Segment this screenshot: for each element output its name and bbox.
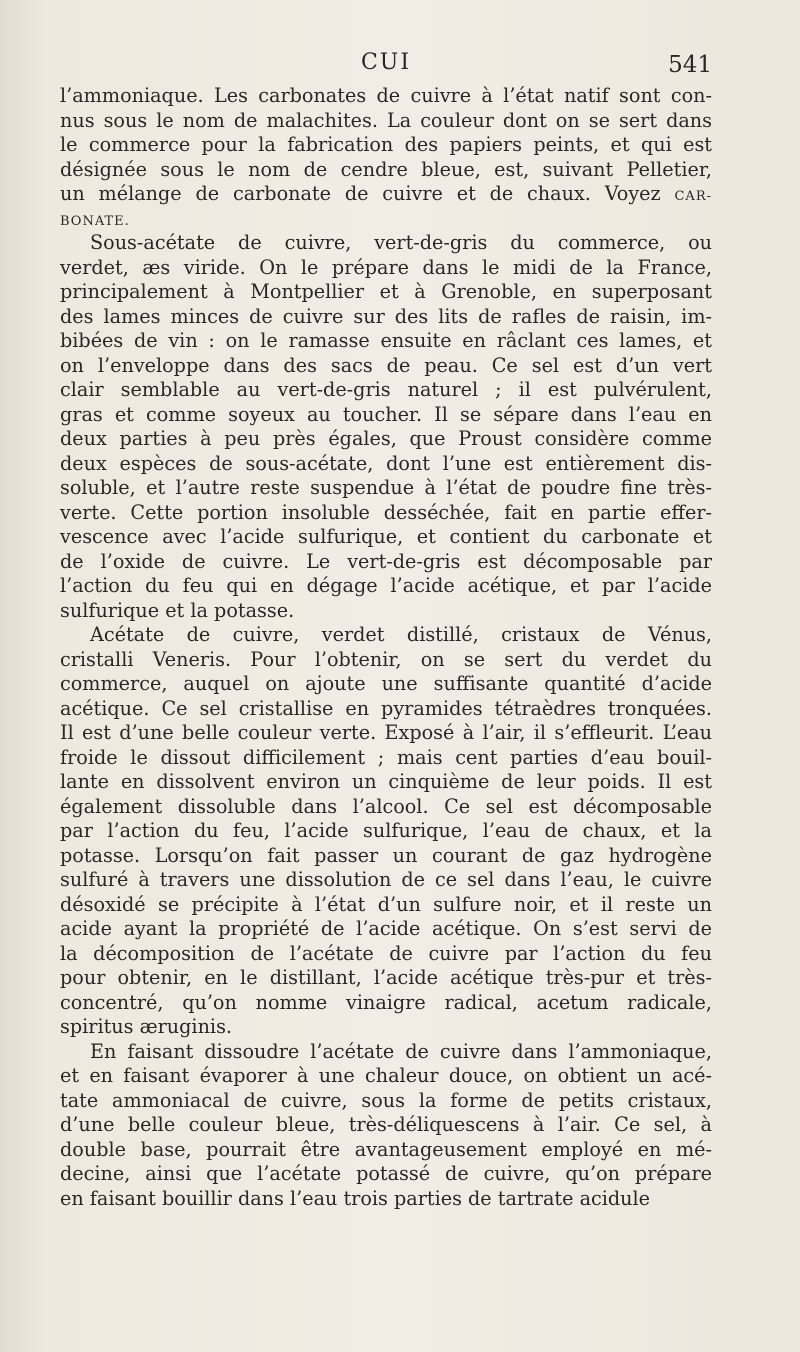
text-line: BONATE. [60,213,130,229]
text-line: l’action du feu qui en dégage l’acide acétique, et par l’acide [60,574,712,597]
text-line: lante en dissolvent environ un cinquième de leur poids. Il est [60,770,712,793]
text-line: de l’oxide de cuivre. Le vert-de-gris est décomposable par [60,549,712,573]
text-line: deux parties à peu près égales, que Proust considère comme [60,427,712,450]
text-line: verte. Cette portion insoluble desséchée, fait en partie effer- [60,500,712,524]
text-line: nus sous le nom de malachites. La couleur dont on se sert dans [60,108,712,132]
text-line: clair semblable au vert-de-gris naturel ; il est pulvérulent, [60,378,712,401]
text-line: deux espèces de sous-acétate, dont l’une est entièrement dis- [60,451,712,475]
text-line: tate ammoniacal de cuivre, sous la forme de petits cristaux, [60,1088,712,1112]
text-line: commerce, auquel on ajoute une suffisante quantité d’acide [60,672,712,695]
text-line: spiritus æruginis. [60,1015,233,1038]
text-line: sulfurique et la potasse. [60,598,295,622]
body-text [60,84,712,1211]
text-line: le commerce pour la fabrication des papiers peints, et qui est [60,133,712,156]
text-line: Il est d’une belle couleur verte. Exposé à l’air, il s’effleurit. L’eau [60,721,712,744]
text-line: potasse. Lorsqu’on fait passer un courant de gaz hydrogène [60,843,712,867]
text-line: la décomposition de l’acétate de cuivre par l’action du feu [60,941,712,965]
text-line: des lames minces de cuivre sur des lits de rafles de raisin, im- [60,304,712,328]
text-line: froide le dissout difficilement ; mais cent parties d’eau bouil- [60,745,712,769]
text-line: pour obtenir, en le distillant, l’acide acétique très-pur et très- [60,966,712,989]
text-line: cristalli Veneris. Pour l’obtenir, on se sert du verdet du [60,647,712,671]
text-line: désoxidé se précipite à l’état d’un sulfure noir, et il reste un [60,892,712,916]
text-line: bibées de vin : on le ramasse ensuite en râclant ces lames, et [60,329,712,352]
text-line: vescence avec l’acide sulfurique, et contient du carbonate et [60,525,712,548]
text-line: l’ammoniaque. Les carbonates de cuivre à l’état natif sont con- [60,84,712,107]
text-line: verdet, æs viride. On le prépare dans le midi de la France, [60,255,712,279]
text-line: En faisant dissoudre l’acétate de cuivre dans l’ammoniaque, [90,1039,712,1063]
text-line: concentré, qu’on nomme vinaigre radical, acetum radicale, [60,990,712,1014]
text-line: soluble, et l’autre reste suspendue à l’état de poudre fine très- [60,476,712,499]
text-line: acétique. Ce sel cristallise en pyramides tétraèdres tronquées. [60,696,712,720]
text-line: en faisant bouillir dans l’eau trois parties de tartrate acidule [60,1186,651,1210]
text-line: d’une belle couleur bleue, très-déliquescens à l’air. Ce sel, à [60,1113,712,1136]
text-line: on l’enveloppe dans des sacs de peau. Ce sel est d’un vert [60,353,712,377]
text-line: sulfuré à travers une dissolution de ce sel dans l’eau, le cuivre [60,868,712,891]
text-line: également dissoluble dans l’alcool. Ce sel est décomposable [60,794,712,818]
page-number: 541 [668,52,712,78]
text-line: double base, pourrait être avantageusement employé en mé- [60,1137,712,1161]
text-line: decine, ainsi que l’acétate potassé de cuivre, qu’on prépare [60,1162,712,1185]
text-line: Sous-acétate de cuivre, vert-de-gris du commerce, ou [90,231,712,254]
text-line: acide ayant la propriété de l’acide acétique. On s’est servi de [60,917,712,940]
text-line: un mélange de carbonate de cuivre et de chaux. Voyez CAR- [60,182,712,205]
text-line: principalement à Montpellier et à Grenoble, en superposant [60,280,712,303]
text-line: Acétate de cuivre, verdet distillé, cristaux de Vénus, [90,623,712,646]
text-line: gras et comme soyeux au toucher. Il se sépare dans l’eau en [60,402,712,426]
text-line: par l’action du feu, l’acide sulfurique, l’eau de chaux, et la [60,819,712,842]
text-line: et en faisant évaporer à une chaleur douce, on obtient un acé- [60,1064,712,1087]
running-head: CUI [360,50,412,75]
text-line: désignée sous le nom de cendre bleue, est, suivant Pelletier, [60,157,712,181]
